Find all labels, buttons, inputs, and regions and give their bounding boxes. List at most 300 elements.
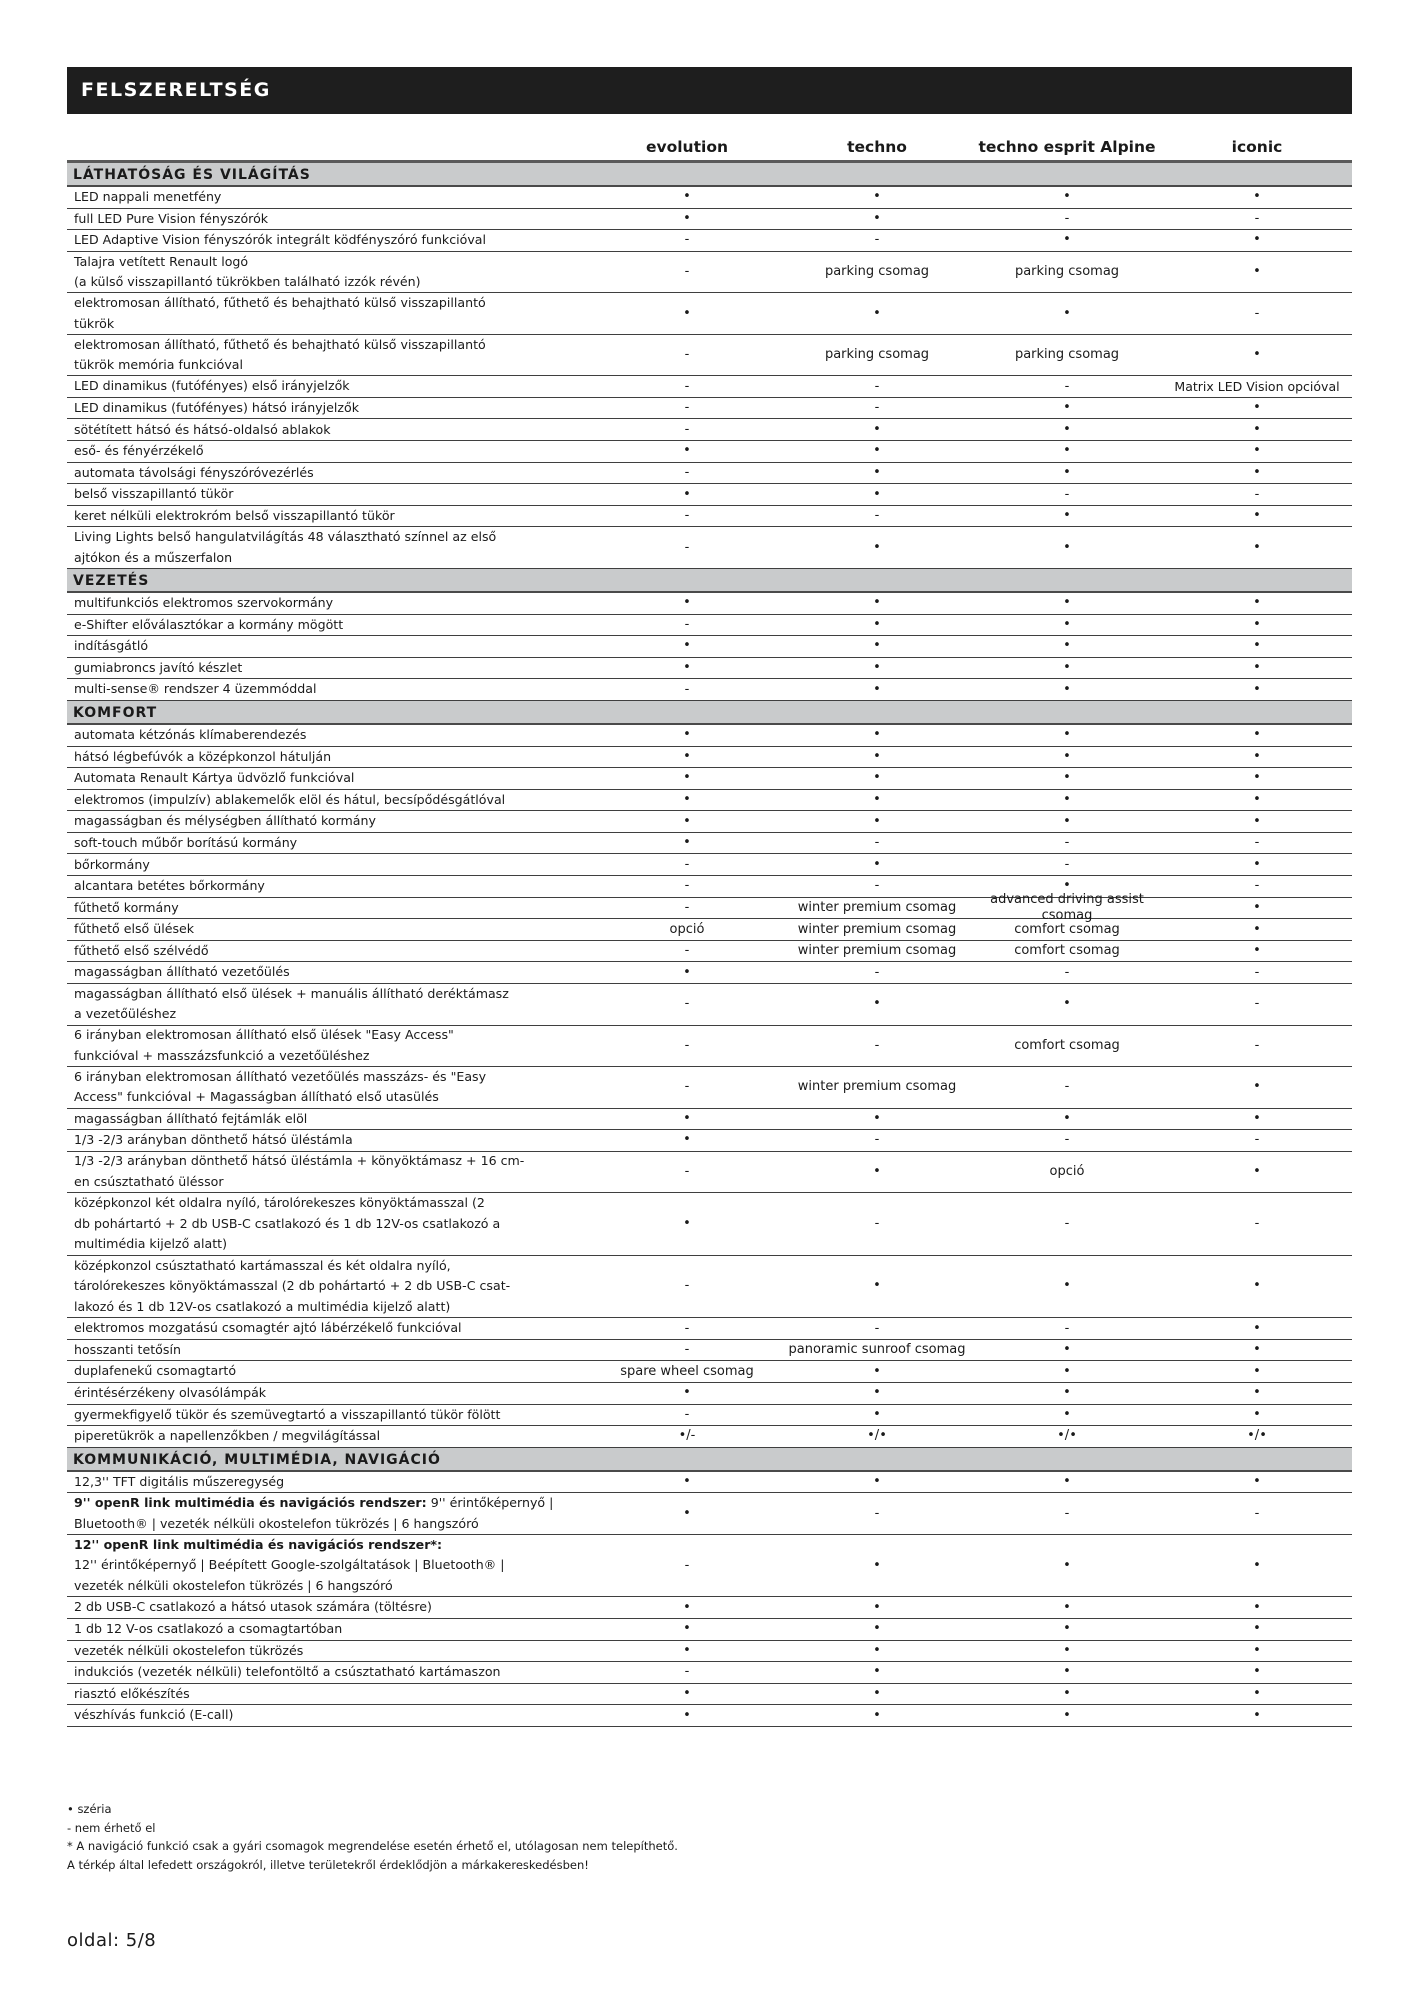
cell-value: opció [1049,1163,1085,1179]
cell-value: • [873,1278,881,1294]
row-label-text: keret nélküli elektrokróm belső visszapillantó tükör [74,507,395,523]
cell-value: • [1063,421,1071,437]
cell-value: panoramic sunroof csomag [788,1342,966,1358]
row-label-text: elektromos (impulzív) ablakemelők elöl és hátul, becsípődésgátlóval [74,791,506,807]
row-label-text: elektromos mozgatású csomagtér ajtó lábérzékelő funkcióval [74,1320,462,1336]
cell-value: • [1253,421,1261,437]
row-label-line [74,187,592,208]
row-label-text: középkonzol két oldalra nyíló, tárolórekeszes könyöktámasszal (2 [74,1195,485,1211]
row-label [67,1426,592,1447]
cell-value: • [1063,1642,1071,1658]
table-row [67,187,1352,209]
cell-value: parking csomag [1014,264,1120,280]
column-header-row [67,132,1352,163]
cell-value: - [1254,1505,1260,1521]
cell-value: comfort csomag [1014,943,1120,959]
cell-value: • [1253,1406,1261,1422]
row-label [67,230,592,251]
row-label-line [74,1493,592,1514]
row-label-line: 12'' érintőképernyő | Beépített Google-szolgáltatások | Bluetooth® | [74,1557,505,1573]
row-label-line [74,1130,592,1151]
row-label [67,506,592,527]
column-techno: techno [847,138,907,156]
cell-value: • [683,770,691,786]
row-label-text: magasságban állítható vezetőülés [74,964,290,980]
row-label-bold: 12'' openR link multimédia és navigációs rendszer*: [74,1536,443,1552]
cell-value: • [1253,347,1261,363]
row-label-text: hosszanti tetősín [74,1341,181,1357]
cell-value: • [873,305,881,321]
row-label [67,768,592,789]
cell-value: •/• [1057,1428,1077,1444]
row-label-line [74,898,592,919]
row-label-line [74,1361,592,1382]
row-label-line [74,725,592,746]
row-label-line: Access" funkcióval + Magasságban állítható első utasülés [74,1089,439,1105]
row-label-text: 6 irányban elektromosan állítható vezetőülés masszázs- és "Easy [74,1068,487,1084]
cell-value: • [1063,464,1071,480]
cell-value: - [684,1320,690,1336]
cell-value: • [1253,748,1261,764]
table-row [67,1405,1352,1427]
cell-value: • [1253,1664,1261,1680]
cell-value: - [684,1557,690,1573]
table-row [67,658,1352,680]
cell-value: • [1253,813,1261,829]
row-label [67,1151,592,1192]
row-label-line [74,790,592,811]
cell-value: - [1064,856,1070,872]
table-row [67,1318,1352,1340]
row-label-text: 12,3'' TFT digitális műszeregység [74,1473,285,1489]
cell-value: • [1253,727,1261,743]
row-label-line [74,335,592,356]
cell-value: - [684,508,690,524]
table-row [67,1641,1352,1663]
legend-item: - nem érhető el [67,1820,156,1835]
cell-value: • [873,1599,881,1615]
cell-value: • [1253,1557,1261,1573]
cell-value: • [683,748,691,764]
cell-value: • [683,1110,691,1126]
row-label-line [74,1426,592,1447]
row-label [67,962,592,983]
cell-value: • [873,1621,881,1637]
row-label-text: gumiabroncs javító készlet [74,659,243,675]
row-label-line [74,1193,592,1214]
row-label-text: piperetükrök a napellenzőkben / megvilágítással [74,1428,381,1444]
row-label-text: soft-touch műbőr borítású kormány [74,834,298,850]
cell-value: - [684,681,690,697]
row-label [67,1340,592,1361]
row-label-text: full LED Pure Vision fényszórók [74,210,269,226]
cell-value: - [1254,996,1260,1012]
row-label-text: riasztó előkészítés [74,1685,190,1701]
column-iconic: iconic [1231,138,1283,156]
row-label-line: tárolórekeszes könyöktámasszal (2 db pohártartó + 2 db USB-C csat- [74,1278,511,1294]
cell-value: • [1253,1110,1261,1126]
cell-value: • [1253,1363,1261,1379]
row-label-line [74,209,592,230]
row-label-line: db pohártartó + 2 db USB-C csatlakozó és 1 db 12V-os csatlakozó a [74,1215,501,1231]
row-label [67,398,592,419]
row-label [67,209,592,230]
cell-value: • [1253,899,1261,915]
cell-value: - [874,1215,880,1231]
cell-value: • [1253,1707,1261,1723]
cell-value: advanced driving assist csomag [990,891,1144,923]
row-label-text: belső visszapillantó tükör [74,486,234,502]
cell-value: - [684,616,690,632]
cell-value: • [1253,1642,1261,1658]
table-row [67,962,1352,984]
row-label-text: multifunkciós elektromos szervokormány [74,594,334,610]
table-row [67,941,1352,963]
cell-value: • [1063,189,1071,205]
row-label-text: indukciós (vezeték nélküli) telefontöltő a csúsztatható kartámaszon [74,1664,501,1680]
row-label [67,420,592,441]
cell-value: • [1063,791,1071,807]
row-label [67,1361,592,1382]
row-label-text: eső- és fényérzékelő [74,443,204,459]
cell-value: • [873,1557,881,1573]
legend-item: A térkép által lefedett országokról, illetve területekről érdeklődjön a márkakereskedésben! [67,1857,589,1872]
cell-value: - [1064,1079,1070,1095]
row-label [67,984,592,1025]
row-label-line [74,1151,592,1172]
row-label-line [74,376,592,397]
cell-value: • [1063,1342,1071,1358]
table-row [67,1361,1352,1383]
table-row [67,891,1352,923]
cell-value: • [873,616,881,632]
cell-value: • [1253,943,1261,959]
row-label-line: ajtókon és a műszerfalon [74,549,233,565]
cell-value: • [873,996,881,1012]
cell-value: • [1063,539,1071,555]
table-row [67,636,1352,658]
cell-value: • [1253,681,1261,697]
row-label-text: LED Adaptive Vision fényszórók integrált ködfényszóró funkcióval [74,232,487,248]
row-label [67,1684,592,1705]
cell-value: - [684,1037,690,1053]
table-row [67,293,1352,335]
cell-value: - [684,943,690,959]
row-label-line [74,593,592,614]
row-label-text: bőrkormány [74,856,150,872]
page-title: FELSZERELTSÉG [67,67,1352,114]
row-label-line [74,1684,592,1705]
cell-value: - [684,347,690,363]
row-label-line [74,1025,592,1046]
cell-value: - [684,1079,690,1095]
cell-value: - [1254,1215,1260,1231]
row-label [67,898,592,919]
row-label-line: lakozó és 1 db 12V-os csatlakozó a multimédia kijelző alatt) [74,1298,451,1314]
cell-value: - [684,264,690,280]
row-label-text: Living Lights belső hangulatvilágítás 48 választható színnel az első [74,529,497,545]
cell-value: • [1063,595,1071,611]
row-label-text: fűthető első ülések [74,921,195,937]
row-label [67,636,592,657]
row-label-line [74,484,592,505]
row-label-line [74,876,592,897]
row-label [67,811,592,832]
cell-value: - [1254,964,1260,980]
cell-value: • [873,1664,881,1680]
cell-value: • [1063,1278,1071,1294]
cell-value: - [684,1406,690,1422]
cell-value: • [1063,748,1071,764]
row-label-line [74,506,592,527]
row-label-text: automata távolsági fényszóróvezérlés [74,464,314,480]
row-label-text: alcantara betétes bőrkormány [74,878,265,894]
row-label-line: en csúsztatható üléssor [74,1173,224,1189]
row-label-line: (a külső visszapillantó tükrökben található izzók révén) [74,274,421,290]
cell-value: • [873,813,881,829]
cell-value: • [873,1474,881,1490]
table-row [67,1067,1352,1109]
table-row [67,725,1352,747]
row-label-line [74,1662,592,1683]
cell-value: • [873,595,881,611]
table-row [67,1705,1352,1727]
table-row [67,615,1352,637]
cell-value: - [874,1037,880,1053]
cell-value: • [1253,443,1261,459]
row-label-line [74,747,592,768]
row-label [67,615,592,636]
row-label [67,658,592,679]
cell-value: - [874,400,880,416]
row-label [67,725,592,746]
cell-value: • [1253,1163,1261,1179]
row-label-text: LED dinamikus (futófényes) hátsó irányjelzők [74,399,359,415]
cell-value: • [1063,681,1071,697]
cell-value: • [1063,638,1071,654]
cell-value: • [873,1385,881,1401]
table-row [67,593,1352,615]
row-label-line [74,463,592,484]
row-label [67,1405,592,1426]
cell-value: - [684,878,690,894]
table-row [67,484,1352,506]
row-label [67,252,592,293]
row-label [67,1619,592,1640]
row-label-line: funkcióval + masszázsfunkció a vezetőüléshez [74,1047,370,1063]
row-label-text: magasságban állítható első ülések + manuális állítható deréktámasz [74,985,509,1001]
row-label-line [74,252,592,273]
cell-value: • [1253,464,1261,480]
table-row [67,252,1352,294]
table-row [67,1493,1352,1535]
cell-value: parking csomag [824,264,930,280]
cell-value: • [1253,1621,1261,1637]
cell-value: parking csomag [1014,347,1120,363]
cell-value: • [1063,727,1071,743]
row-label [67,1256,592,1318]
cell-value: • [683,1505,691,1521]
row-label-text: vészhívás funkció (E-call) [74,1707,234,1723]
cell-value: - [684,1342,690,1358]
row-label [67,1535,592,1597]
row-label-text: 9'' érintőképernyő | [426,1495,554,1511]
cell-value: • [1253,1599,1261,1615]
row-label-line [74,420,592,441]
cell-value: - [1064,378,1070,394]
row-label [67,484,592,505]
row-label-line [74,658,592,679]
legend [67,1800,678,1874]
table-row [67,376,1352,398]
row-label-line [74,615,592,636]
cell-value: - [1064,1215,1070,1231]
cell-value: • [873,1707,881,1723]
cell-value: - [874,378,880,394]
row-label-text: Talajra vetített Renault logó [74,253,249,269]
cell-value: • [873,1110,881,1126]
cell-value: opció [669,921,705,937]
row-label-line [74,441,592,462]
table-row [67,463,1352,485]
cell-value: - [874,232,880,248]
table-row [67,1026,1352,1068]
cell-value: • [1063,1664,1071,1680]
cell-value: • [683,486,691,502]
row-label [67,1641,592,1662]
row-label-line [74,1067,592,1088]
cell-value: • [1253,770,1261,786]
cell-value: - [1064,1320,1070,1336]
cell-value: • [1253,539,1261,555]
row-label-line: tükrök memória funkcióval [74,357,243,373]
row-label-line [74,527,592,548]
table-row [67,527,1352,569]
row-label-text: duplafenekű csomagtartó [74,1363,237,1379]
cell-value: • [1063,508,1071,524]
cell-value: • [683,210,691,226]
row-label-text: 1/3 -2/3 arányban dönthető hátsó üléstámla + könyöktámasz + 16 cm- [74,1153,525,1169]
cell-value: • [1253,856,1261,872]
table-row [67,1426,1352,1448]
table-row [67,335,1352,377]
cell-value: • [1063,1385,1071,1401]
cell-value: • [873,1686,881,1702]
cell-value: spare wheel csomag [620,1363,754,1379]
cell-value: • [1253,1385,1261,1401]
row-label-line [74,962,592,983]
cell-value: - [874,878,880,894]
row-label [67,1025,592,1066]
table-row [67,790,1352,812]
cell-value: • [873,791,881,807]
cell-value: • [873,727,881,743]
row-label-text: hátsó légbefúvók a középkonzol hátulján [74,748,332,764]
cell-value: • [1253,232,1261,248]
cell-value: - [684,996,690,1012]
header-spacer [67,132,592,160]
cell-value: - [1254,305,1260,321]
cell-value: • [1253,921,1261,937]
cell-value: • [1253,638,1261,654]
section-header: VEZETÉS [67,569,1352,593]
row-label [67,790,592,811]
row-label-line [74,811,592,832]
section-header: KOMFORT [67,701,1352,725]
cell-value: • [873,189,881,205]
cell-value: • [1063,1474,1071,1490]
cell-value: • [683,1621,691,1637]
row-label-line [74,1109,592,1130]
cell-value: winter premium csomag [797,899,957,915]
table-row [67,1193,1352,1256]
row-label-text: Automata Renault Kártya üdvözlő funkcióval [74,770,355,786]
cell-value: - [684,899,690,915]
row-label-line [74,230,592,251]
table-row [67,1152,1352,1194]
cell-value: - [1064,835,1070,851]
cell-value: • [1063,305,1071,321]
row-label [67,1109,592,1130]
cell-value: Matrix LED Vision opcióval [1174,378,1340,394]
cell-value: • [1253,264,1261,280]
table-row [67,1684,1352,1706]
cell-value: • [1063,1406,1071,1422]
cell-value: • [1063,1110,1071,1126]
row-label [67,335,592,376]
cell-value: • [1063,232,1071,248]
cell-value: • [1063,1363,1071,1379]
cell-value: • [683,1707,691,1723]
cell-value: • [1063,1686,1071,1702]
cell-value: • [873,638,881,654]
row-label [67,1130,592,1151]
row-label-line [74,1705,592,1726]
table-row [67,833,1352,855]
cell-value: • [1253,1342,1261,1358]
cell-value: • [1063,616,1071,632]
cell-value: - [684,421,690,437]
row-label-line: tükrök [74,315,115,331]
cell-value: - [1064,1505,1070,1521]
table-row [67,1130,1352,1152]
table-row [67,984,1352,1026]
cell-value: - [874,1320,880,1336]
cell-value: - [684,1664,690,1680]
page-number: oldal: 5/8 [67,1930,157,1951]
row-label [67,1597,592,1618]
legend-item: * A navigáció funkció csak a gyári csomagok megrendelése esetén érhető el, utólagosan nem telepíthető. [67,1839,678,1853]
cell-value: - [1254,835,1260,851]
cell-value: - [1254,210,1260,226]
spec-table [67,132,1352,1727]
cell-value: • [1063,1599,1071,1615]
table-row [67,1340,1352,1362]
row-label [67,855,592,876]
cell-value: - [1064,964,1070,980]
row-label-line [74,1405,592,1426]
cell-value: • [683,727,691,743]
cell-value: • [683,964,691,980]
cell-value: - [1064,486,1070,502]
cell-value: • [683,835,691,851]
cell-value: • [873,486,881,502]
table-row [67,1535,1352,1598]
cell-value: - [684,378,690,394]
row-label [67,376,592,397]
row-label-line [74,636,592,657]
row-label-line [74,768,592,789]
